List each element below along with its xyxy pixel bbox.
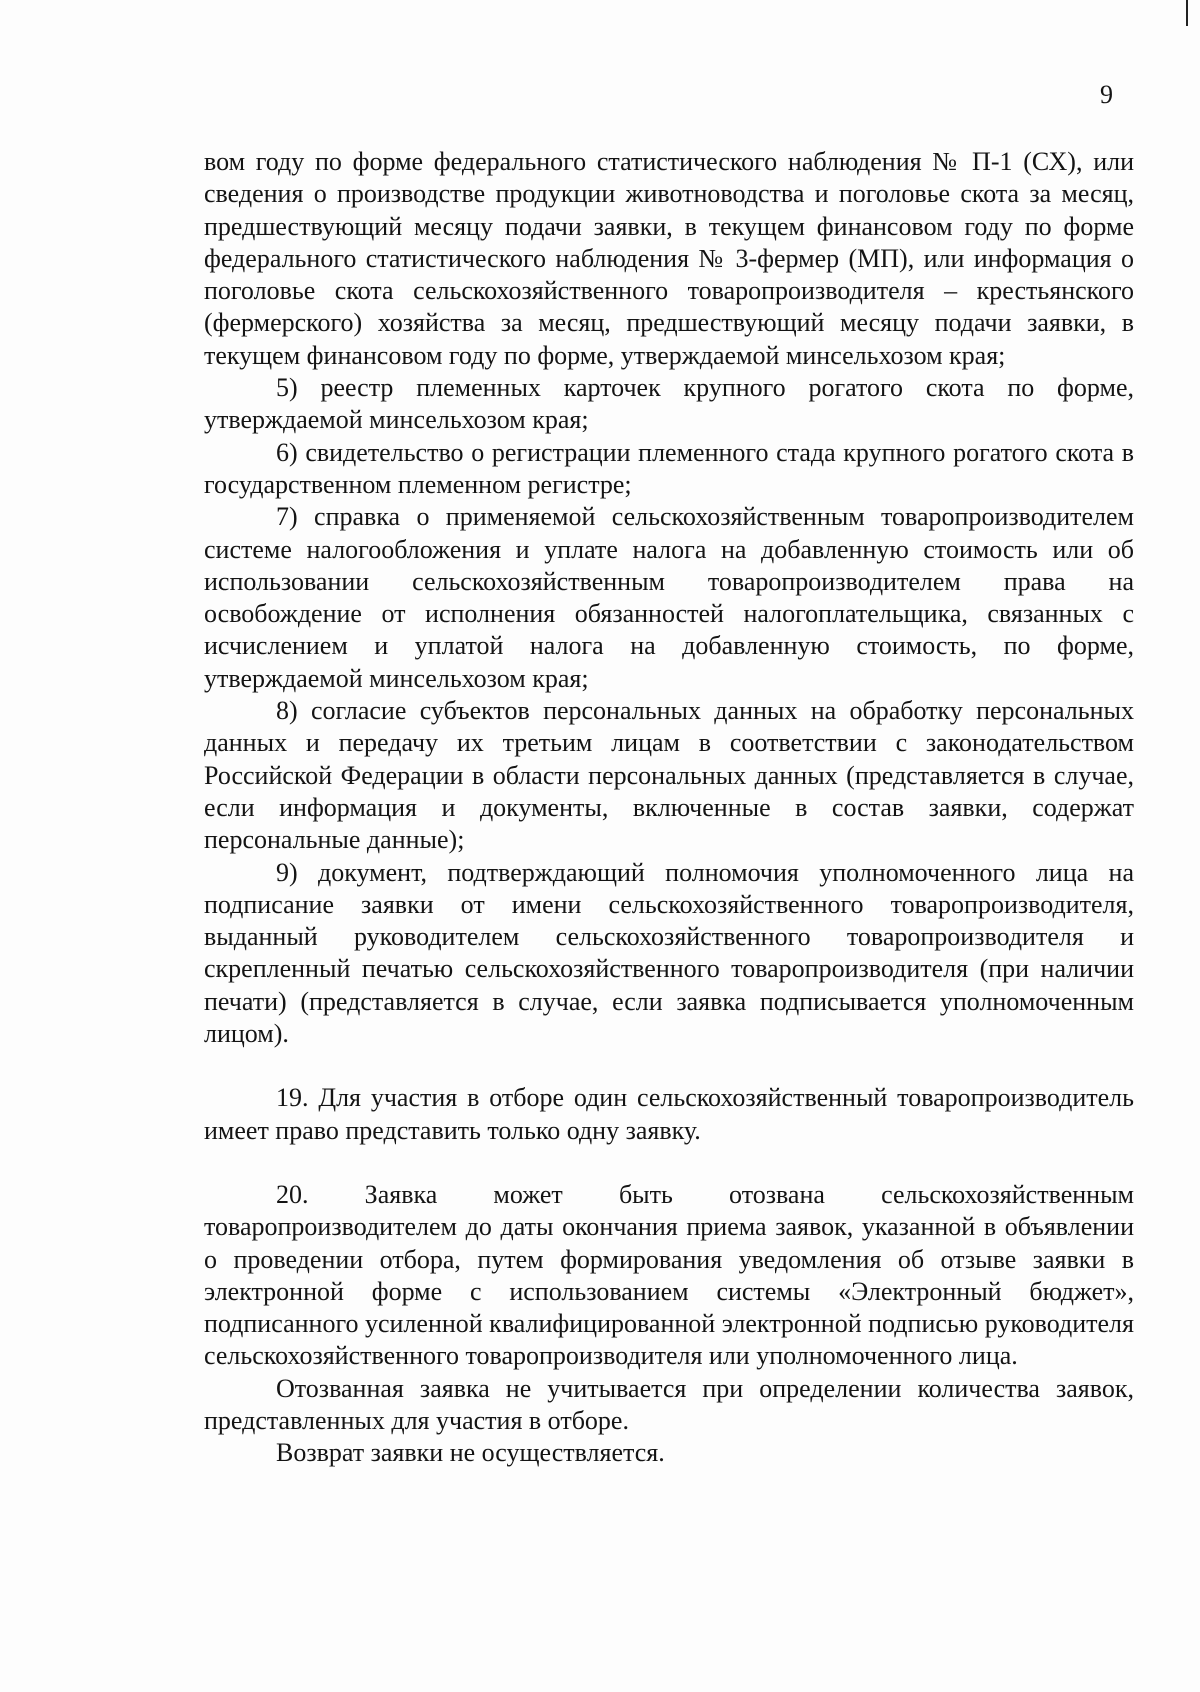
paragraph-section-20: 20. Заявка может быть отозвана сельскохозяйственным товаропроизводителем до даты окончания приема заявок, указанной в объявлении о проведении отбора, путем формирования уведомления об отзыве заявки в электронной форме с использованием системы «Электронный бюджет», подписанного усиленной квалифицированной электронной подписью руководителя сельскохозяйственного товаропроизводителя или уполномоченного лица. xyxy=(204,1179,1134,1371)
paragraph-item-5: 5) реестр племенных карточек крупного рогатого скота по форме, утверждаемой минсельхозом края; xyxy=(204,373,1134,435)
paragraph-item-7: 7) справка о применяемой сельскохозяйственным товаропроизводителем системе налогообложения и уплате налога на добавленную стоимость или об использовании сельскохозяйственным товаропроизводителем права на освобождение от исполнения обязанностей налогоплательщика, связанных с исчислением и уплатой налога на добавленную стоимость, по форме, утверждаемой минсельхозом края; xyxy=(204,502,1134,693)
paragraph-item-9: 9) документ, подтверждающий полномочия уполномоченного лица на подписание заявки от имени сельскохозяйственного товаропроизводителя, выданный руководителем сельскохозяйственного товаропроизводителя и скрепленный печатью сельскохозяйственного товаропроизводителя (при наличии печати) (представляется в случае, если заявка подписывается уполномоченным лицом). xyxy=(204,857,1134,1049)
page-number: 9 xyxy=(1100,80,1113,109)
paragraph-no-return: Возврат заявки не осуществляется. xyxy=(276,1438,665,1468)
paragraph-withdrawn-application: Отозванная заявка не учитывается при определении количества заявок, представленных для участия в отборе. xyxy=(204,1373,1134,1435)
document-body xyxy=(204,146,1134,1470)
paragraph-item-8: 8) согласие субъектов персональных данных на обработку персональных данных и передачу их третьим лицам в соответствии с законодательством Российской Федерации в области персональных данных (представляется в случае, если информация и документы, включенные в состав заявки, содержат персональные данные); xyxy=(204,696,1134,855)
paragraph-section-19: 19. Для участия в отборе один сельскохозяйственный товаропроизводитель имеет право представить только одну заявку. xyxy=(204,1083,1134,1145)
scan-artifact-mark xyxy=(1186,0,1188,26)
paragraph-item-6: 6) свидетельство о регистрации племенного стада крупного рогатого скота в государственном племенном регистре; xyxy=(204,437,1134,499)
paragraph-continuation: вом году по форме федерального статистического наблюдения № П-1 (СХ), или сведения о производстве продукции животноводства и поголовье скота за месяц, предшествующий месяцу подачи заявки, в текущем финансовом году по форме федерального статистического наблюдения № 3-фермер (МП), или информация о поголовье скота сельскохозяйственного товаропроизводителя – крестьянского (фермерского) хозяйства за месяц, предшествующий месяцу подачи заявки, в текущем финансовом году по форме, утверждаемой минсельхозом края; xyxy=(204,147,1134,370)
